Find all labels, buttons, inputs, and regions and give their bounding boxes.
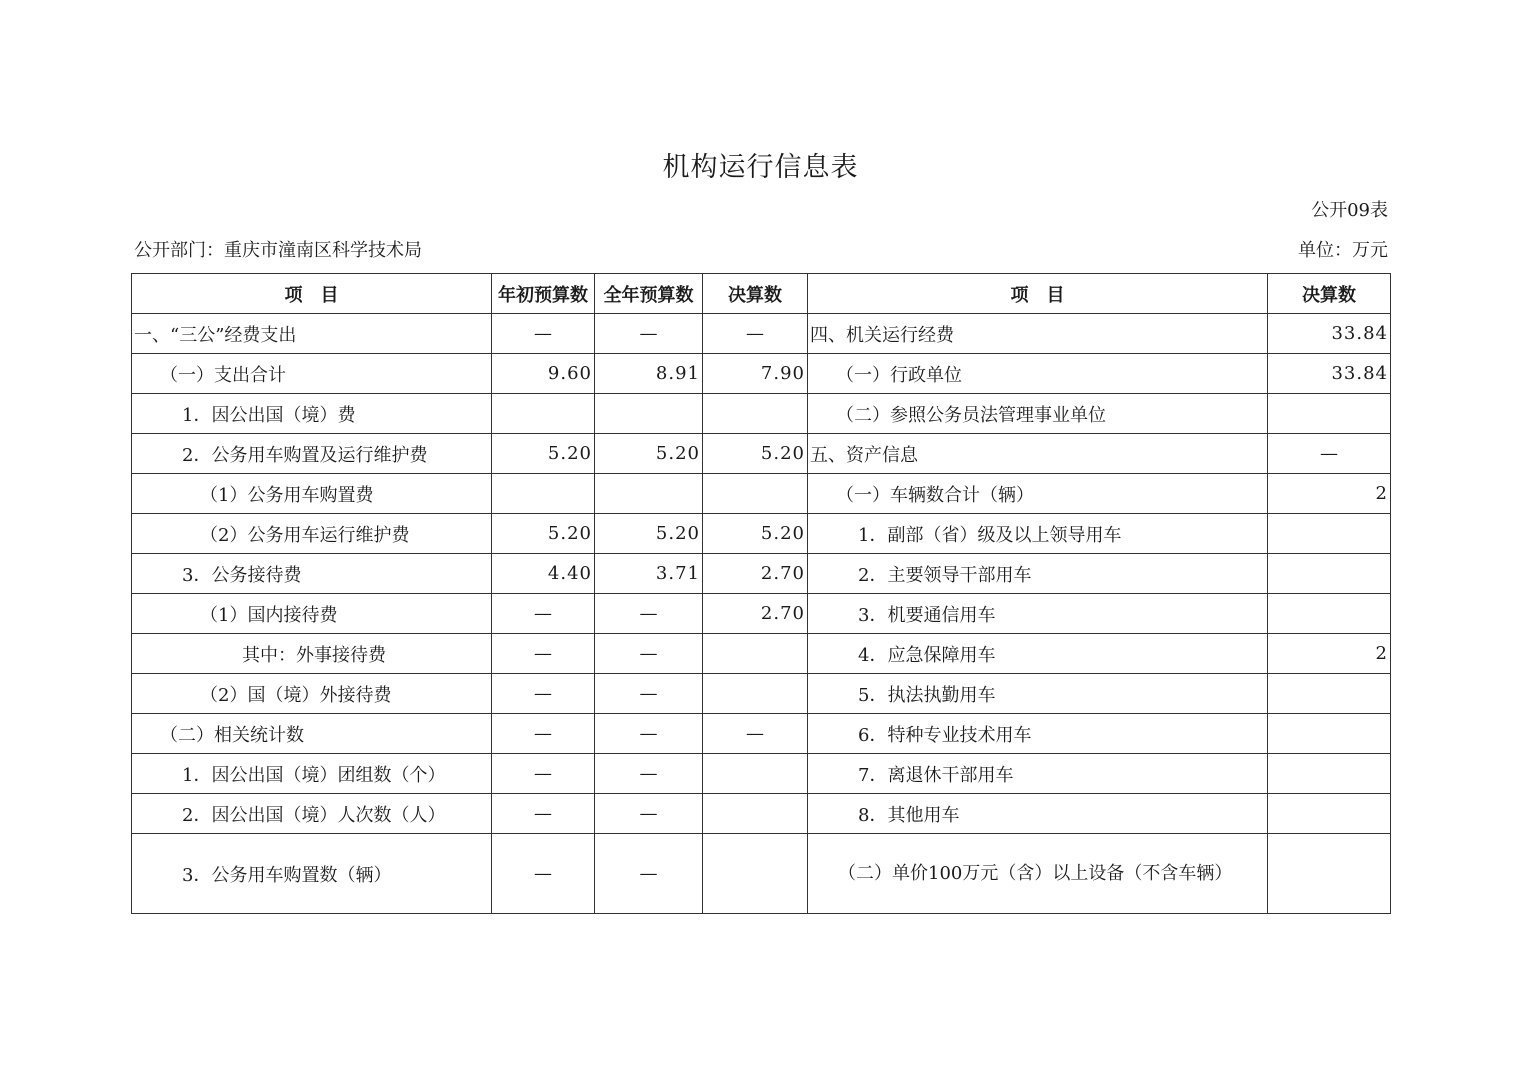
row-final-right [1268, 674, 1391, 714]
row-full-year-budget: — [595, 754, 703, 794]
header-item-right: 项 目 [808, 274, 1268, 314]
row-item-left: （二）相关统计数 [132, 714, 492, 754]
row-final-left: — [703, 714, 808, 754]
row-initial-budget: — [492, 754, 595, 794]
row-final-right [1268, 394, 1391, 434]
form-number: 公开09表 [1311, 200, 1388, 221]
row-item-left: 3．公务接待费 [132, 554, 492, 594]
row-final-left [703, 754, 808, 794]
table-row [132, 754, 1391, 794]
row-final-left [703, 394, 808, 434]
table-row [132, 554, 1391, 594]
row-item-left: （2）国（境）外接待费 [132, 674, 492, 714]
row-item-right: 7．离退休干部用车 [808, 754, 1268, 794]
row-item-left: 其中：外事接待费 [132, 634, 492, 674]
row-final-left [703, 834, 808, 914]
row-initial-budget: — [492, 794, 595, 834]
row-final-right [1268, 794, 1391, 834]
row-item-right: （一）车辆数合计（辆） [808, 474, 1268, 514]
row-final-right: 2 [1268, 634, 1391, 674]
row-initial-budget [492, 474, 595, 514]
row-item-right: 5．执法执勤用车 [808, 674, 1268, 714]
table-row [132, 714, 1391, 754]
row-final-left [703, 634, 808, 674]
row-full-year-budget: 5.20 [595, 434, 703, 474]
table-row [132, 794, 1391, 834]
row-final-right [1268, 594, 1391, 634]
row-final-left [703, 674, 808, 714]
row-initial-budget: — [492, 834, 595, 914]
row-item-right: 1．副部（省）级及以上领导用车 [808, 514, 1268, 554]
row-final-left: 5.20 [703, 434, 808, 474]
row-item-left: （2）公务用车运行维护费 [132, 514, 492, 554]
header-initial-budget: 年初预算数 [492, 274, 595, 314]
row-full-year-budget: — [595, 634, 703, 674]
row-initial-budget [492, 394, 595, 434]
row-item-left: （1）公务用车购置费 [132, 474, 492, 514]
row-final-right [1268, 714, 1391, 754]
row-full-year-budget: — [595, 714, 703, 754]
row-final-right [1268, 754, 1391, 794]
row-full-year-budget: — [595, 794, 703, 834]
row-final-right: 33.84 [1268, 314, 1391, 354]
row-item-left: 2．公务用车购置及运行维护费 [132, 434, 492, 474]
row-full-year-budget: — [595, 834, 703, 914]
row-full-year-budget [595, 474, 703, 514]
row-item-right: （二）参照公务员法管理事业单位 [808, 394, 1268, 434]
row-final-right: — [1268, 434, 1391, 474]
row-full-year-budget: — [595, 594, 703, 634]
row-final-left [703, 794, 808, 834]
department-label: 公开部门：重庆市潼南区科学技术局 [134, 240, 422, 261]
row-item-left: 1．因公出国（境）费 [132, 394, 492, 434]
header-final-left: 决算数 [703, 274, 808, 314]
row-item-right: （一）行政单位 [808, 354, 1268, 394]
row-item-right: 6．特种专业技术用车 [808, 714, 1268, 754]
header-item-left: 项 目 [132, 274, 492, 314]
row-item-right [808, 834, 1268, 914]
operations-info-table [131, 273, 1391, 914]
table-row [132, 434, 1391, 474]
row-final-right: 33.84 [1268, 354, 1391, 394]
row-final-left: 5.20 [703, 514, 808, 554]
table-row [132, 594, 1391, 634]
row-full-year-budget: 5.20 [595, 514, 703, 554]
row-full-year-budget: 8.91 [595, 354, 703, 394]
row-initial-budget: 4.40 [492, 554, 595, 594]
row-final-left: 7.90 [703, 354, 808, 394]
row-final-left: — [703, 314, 808, 354]
row-final-right: 2 [1268, 474, 1391, 514]
row-item-right: 五、资产信息 [808, 434, 1268, 474]
table-row [132, 394, 1391, 434]
row-final-left: 2.70 [703, 594, 808, 634]
row-initial-budget: 5.20 [492, 514, 595, 554]
row-initial-budget: 9.60 [492, 354, 595, 394]
row-full-year-budget: 3.71 [595, 554, 703, 594]
row-item-right: 4．应急保障用车 [808, 634, 1268, 674]
row-item-right-text: （二）单价100万元（含）以上设备（不含车辆） [838, 862, 1233, 884]
row-full-year-budget [595, 394, 703, 434]
row-initial-budget: — [492, 714, 595, 754]
row-item-right: 2．主要领导干部用车 [808, 554, 1268, 594]
row-item-left: 1．因公出国（境）团组数（个） [132, 754, 492, 794]
header-final-right: 决算数 [1268, 274, 1391, 314]
table-row [132, 514, 1391, 554]
row-full-year-budget: — [595, 674, 703, 714]
row-item-left: （一）支出合计 [132, 354, 492, 394]
row-final-right [1268, 514, 1391, 554]
row-item-left: （1）国内接待费 [132, 594, 492, 634]
row-item-right: 3．机要通信用车 [808, 594, 1268, 634]
row-item-left: 一、“三公”经费支出 [132, 314, 492, 354]
page-title: 机构运行信息表 [662, 152, 859, 183]
table-row [132, 314, 1391, 354]
row-final-left [703, 474, 808, 514]
row-item-right: 8．其他用车 [808, 794, 1268, 834]
table-header-row [132, 274, 1391, 314]
row-item-right: 四、机关运行经费 [808, 314, 1268, 354]
row-initial-budget: — [492, 594, 595, 634]
row-full-year-budget: — [595, 314, 703, 354]
header-full-year-budget: 全年预算数 [595, 274, 703, 314]
row-final-right [1268, 554, 1391, 594]
table-row [132, 834, 1391, 914]
row-item-left: 3．公务用车购置数（辆） [132, 834, 492, 914]
row-final-left: 2.70 [703, 554, 808, 594]
table-row [132, 674, 1391, 714]
table-row [132, 474, 1391, 514]
row-item-left: 2．因公出国（境）人次数（人） [132, 794, 492, 834]
row-initial-budget: 5.20 [492, 434, 595, 474]
row-initial-budget: — [492, 634, 595, 674]
row-initial-budget: — [492, 674, 595, 714]
row-final-right [1268, 834, 1391, 914]
table-row [132, 634, 1391, 674]
table-row [132, 354, 1391, 394]
row-initial-budget: — [492, 314, 595, 354]
unit-label: 单位：万元 [1298, 240, 1388, 261]
